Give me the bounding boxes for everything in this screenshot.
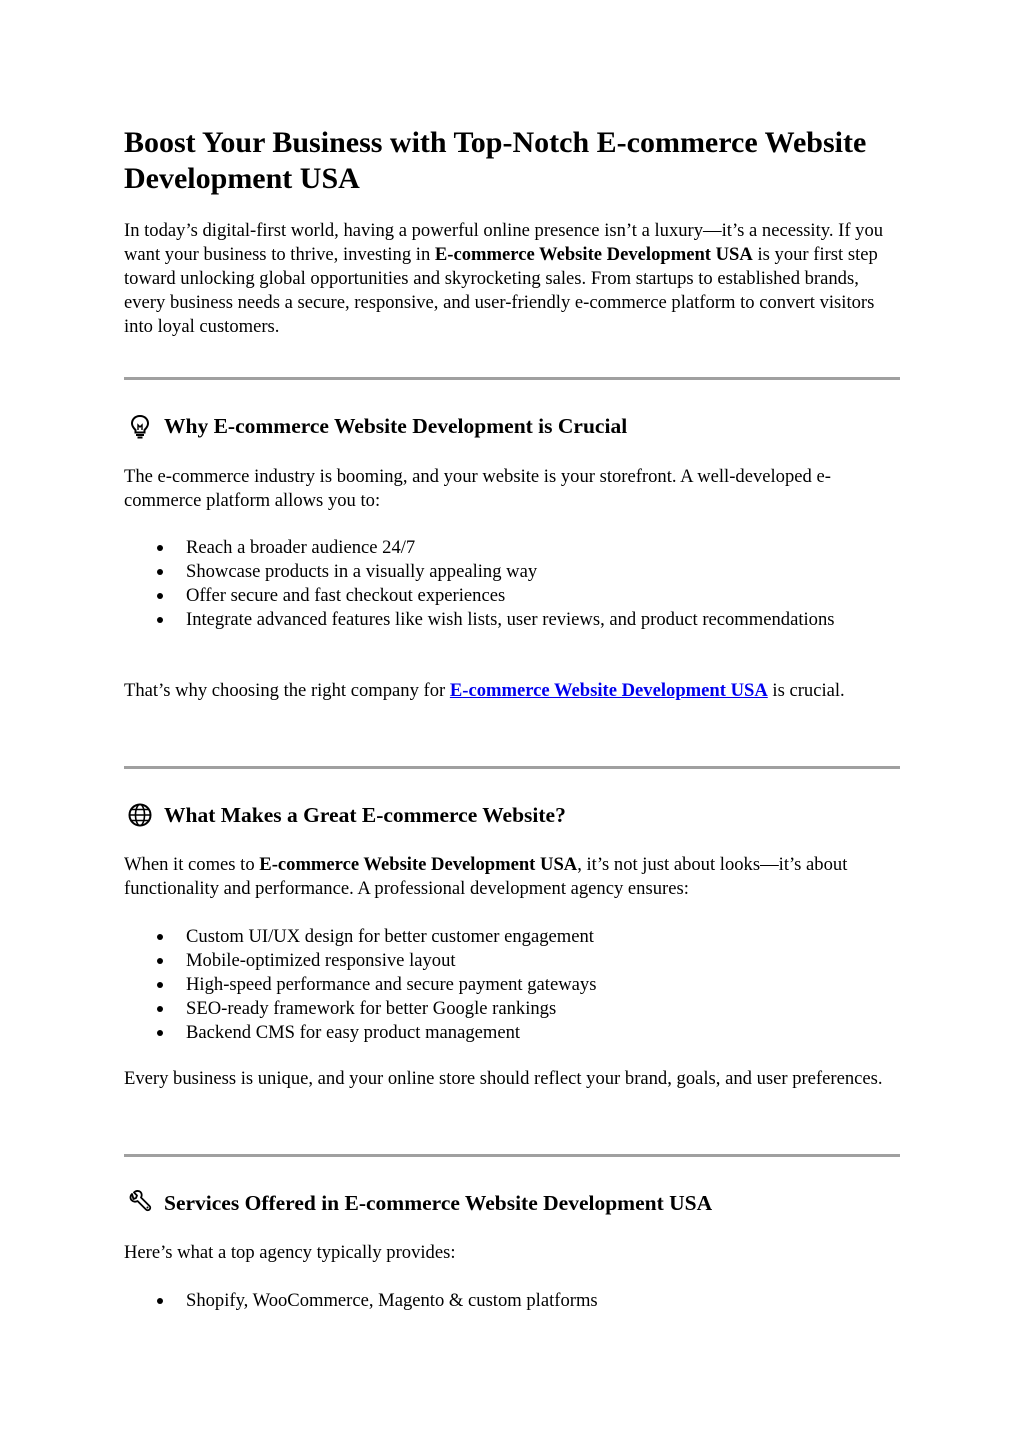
section-heading-why bbox=[124, 412, 900, 440]
section-lead-paragraph bbox=[124, 853, 900, 901]
section-heading-what-makes bbox=[124, 801, 900, 829]
section-closing-paragraph bbox=[124, 679, 900, 703]
section-heading-text: Services Offered in E-commerce Website Development USA bbox=[164, 1191, 713, 1215]
intro-bold-keyword: E-commerce Website Development USA bbox=[434, 244, 753, 265]
section-divider bbox=[124, 1154, 900, 1157]
globe-icon bbox=[126, 802, 154, 828]
list-item: Mobile-optimized responsive layout bbox=[124, 949, 900, 973]
list-item: Offer secure and fast checkout experiences bbox=[124, 584, 900, 608]
section-lead-paragraph: Here’s what a top agency typically provides: bbox=[124, 1242, 456, 1263]
section-heading-services bbox=[124, 1189, 900, 1217]
list-item: Shopify, WooCommerce, Magento & custom platforms bbox=[124, 1289, 900, 1313]
list-item: Backend CMS for easy product management bbox=[124, 1021, 900, 1045]
section-heading-text: Why E-commerce Website Development is Crucial bbox=[164, 414, 628, 438]
bullet-list bbox=[124, 925, 900, 1045]
section-lead-paragraph: The e-commerce industry is booming, and your website is your storefront. A well-developed e-commerce platform allows you to: bbox=[124, 466, 831, 511]
list-item: SEO-ready framework for better Google rankings bbox=[124, 997, 900, 1021]
ecommerce-development-link[interactable]: E-commerce Website Development USA bbox=[449, 680, 768, 701]
lead-text-pre: When it comes to bbox=[124, 854, 260, 875]
list-item: Custom UI/UX design for better customer engagement bbox=[124, 925, 900, 949]
list-item: Reach a broader audience 24/7 bbox=[124, 536, 900, 560]
intro-paragraph bbox=[124, 219, 900, 339]
bullet-list bbox=[124, 536, 900, 632]
lead-text-post: , it’s not just about looks—it’s about functionality and performance. A professional development agency ensures: bbox=[124, 854, 848, 899]
section-closing-paragraph: Every business is unique, and your online store should reflect your brand, goals, and user preferences. bbox=[124, 1068, 883, 1089]
section-divider bbox=[124, 766, 900, 769]
wrench-icon bbox=[126, 1190, 154, 1216]
list-item: Showcase products in a visually appealing way bbox=[124, 560, 900, 584]
intro-text-2: is your first step toward unlocking global opportunities and skyrocketing sales. From startups to established brands, every business needs a secure, responsive, and user-friendly e-commerce platform to convert visitors into loyal customers. bbox=[124, 244, 878, 337]
page-title: Boost Your Business with Top-Notch E-commerce Website Development USA bbox=[124, 126, 867, 195]
lead-bold-keyword: E-commerce Website Development USA bbox=[259, 854, 578, 875]
bullet-list bbox=[124, 1289, 900, 1313]
list-item: High-speed performance and secure payment gateways bbox=[124, 973, 900, 997]
intro-text-1: In today’s digital-first world, having a powerful online presence isn’t a luxury—it’s a necessity. If you want your business to thrive, investing in bbox=[124, 220, 884, 265]
closing-text-pre: That’s why choosing the right company for bbox=[124, 680, 450, 701]
section-heading-text: What Makes a Great E-commerce Website? bbox=[164, 803, 566, 827]
section-divider bbox=[124, 377, 900, 380]
list-item: Integrate advanced features like wish lists, user reviews, and product recommendations bbox=[124, 608, 900, 632]
lightbulb-icon bbox=[126, 413, 154, 439]
closing-text-post: is crucial. bbox=[767, 680, 845, 701]
